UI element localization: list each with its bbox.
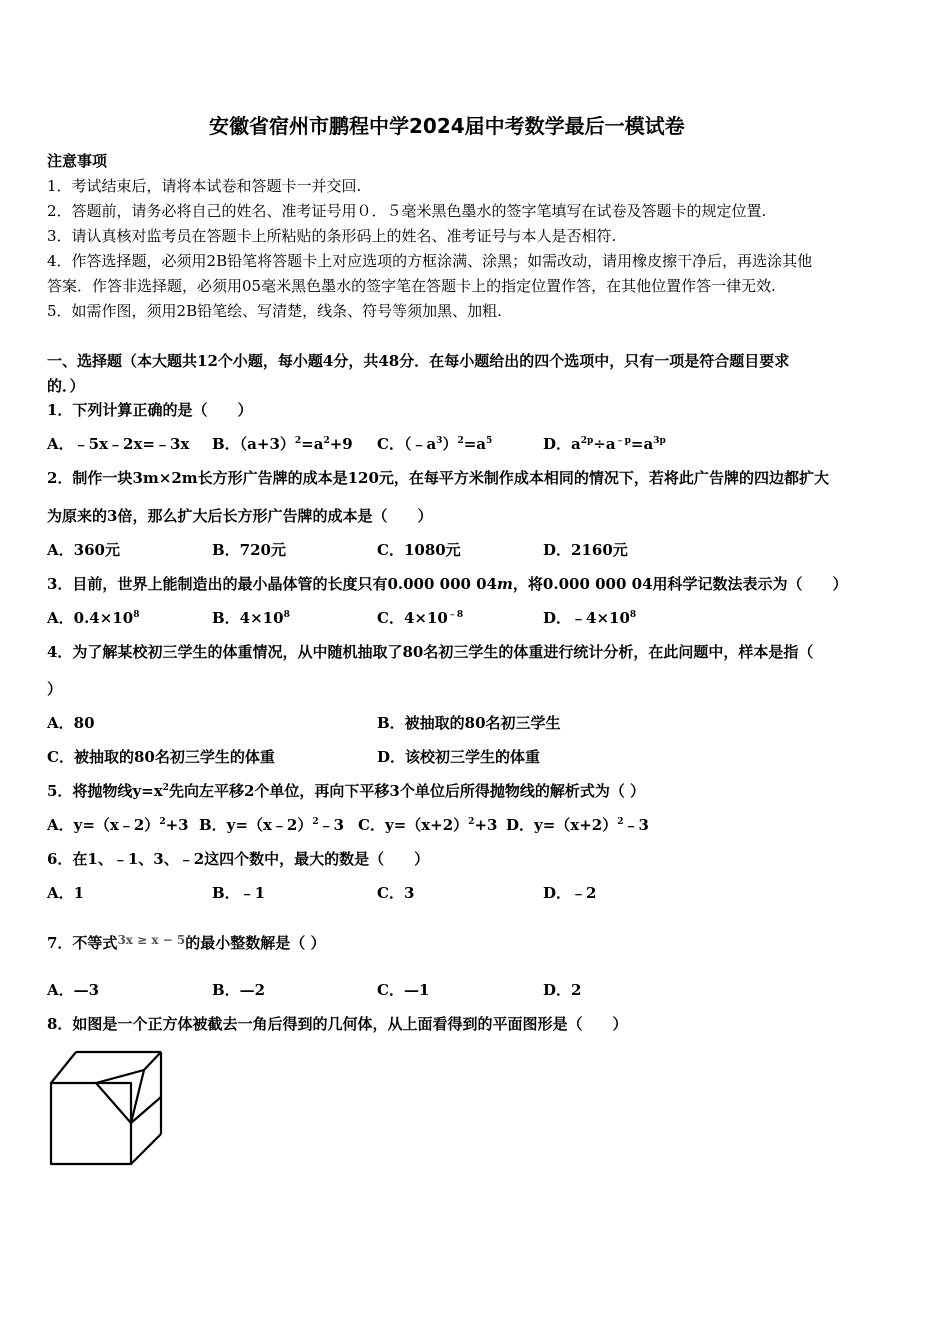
page-title: 安徽省宿州市鹏程中学2024届中考数学最后一模试卷 xyxy=(209,114,685,138)
notice-item-3: 3．请认真核对监考员在答题卡上所粘贴的条形码上的姓名、准考证号与本人是否相符. xyxy=(47,227,617,245)
q3-option-a: A．$0.4\times 10^8$ xyxy=(47,609,140,627)
q7-option-a: A．—3 xyxy=(47,981,100,999)
q4-option-a: A．80 xyxy=(47,714,95,732)
notice-item-4: 4．作答选择题，必须用2B铅笔将答题卡上对应选项的方框涂满、涂黑；如需改动，请用橡皮擦干净后，再选涂其他 xyxy=(47,252,813,270)
q7-option-b: B．—2 xyxy=(212,981,266,999)
q7-stem: 7．不等式$^{3x \ge x - 5}$的最小整数解是（ ） xyxy=(47,933,326,952)
section-heading-cont: 的．） xyxy=(47,377,85,395)
notice-item-4-cont: 答案．作答非选择题，必须用05毫米黑色墨水的签字笔在答题卡上的指定位置作答，在其他位置作答一律无效. xyxy=(47,277,776,295)
q4-stem-cont: ） xyxy=(47,680,63,698)
q2-option-b: B．720元 xyxy=(212,541,286,559)
q1-option-d: D．$a^{2p}\div a^{﹣p}=a^{3p}$ xyxy=(543,435,666,453)
q2-option-a: A．360元 xyxy=(47,541,120,559)
q5-option-b: B．y=（x﹣2）$^2$﹣3 xyxy=(199,816,345,834)
q6-option-d: D．﹣2 xyxy=(543,884,597,902)
q1-option-a: A．﹣5x﹣2x=﹣3x xyxy=(47,435,190,453)
q1-stem: 1．下列计算正确的是（ ） xyxy=(47,401,253,419)
q8-figure-cube xyxy=(46,1047,166,1167)
q5-stem: 5．将抛物线$y=x^2$先向左平移2个单位，再向下平移3个单位后所得抛物线的解析式为（ ） xyxy=(47,782,646,800)
q3-option-d: D．$﹣4\times 10^8$ xyxy=(543,609,637,627)
q3-option-b: B．$4\times 10^8$ xyxy=(212,609,290,627)
q2-option-c: C．1080元 xyxy=(377,541,461,559)
q5-option-c: C．$y=(x+2)^2+3$ xyxy=(358,816,498,834)
q4-stem: 4．为了解某校初三学生的体重情况，从中随机抽取了80名初三学生的体重进行统计分析，在此问题中，样本是指（ xyxy=(47,643,814,661)
q3-option-c: C．$4\times 10^{﹣8}$ xyxy=(377,609,464,627)
cut-triangle xyxy=(96,1070,144,1123)
q4-option-d: D．该校初三学生的体重 xyxy=(377,748,541,766)
q8-stem: 8．如图是一个正方体被截去一角后得到的几何体，从上面看得到的平面图形是（ ） xyxy=(47,1015,628,1033)
cut-edge-top xyxy=(144,1052,161,1070)
q5-option-d: D．$y=(x+2)^2﹣3$ xyxy=(506,816,649,834)
q1-option-b: B．$(a+3)^2=a^2+9$ xyxy=(212,435,353,453)
q6-option-a: A．1 xyxy=(47,884,85,902)
notice-item-1: 1．考试结束后，请将本试卷和答题卡一并交回. xyxy=(47,177,362,195)
q7-option-d: D．2 xyxy=(543,981,582,999)
q6-option-b: B．﹣1 xyxy=(212,884,266,902)
q2-stem-cont: 为原来的3倍，那么扩大后长方形广告牌的成本是（ ） xyxy=(47,507,433,525)
cube-right-bottom-edge xyxy=(131,1134,161,1164)
notice-item-2: 2．答题前，请务必将自己的姓名、准考证号用０．５毫米黑色墨水的签字笔填写在试卷及答题卡的规定位置. xyxy=(47,202,767,220)
q5-option-a: A．y=（x﹣2）$^2$+3 xyxy=(47,816,189,834)
cube-top-left-edge xyxy=(51,1052,76,1083)
section-heading: 一、选择题（本大题共12个小题，每小题4分，共48分．在每小题给出的四个选项中，只有一项是符合题目要求 xyxy=(47,352,790,370)
q6-option-c: C．3 xyxy=(377,884,415,902)
q7-option-c: C．—1 xyxy=(377,981,430,999)
q2-option-d: D．2160元 xyxy=(543,541,628,559)
q2-stem: 2．制作一块3m×2m长方形广告牌的成本是120元，在每平方米制作成本相同的情况下，若将此广告牌的四边都扩大 xyxy=(47,469,829,487)
notice-heading: 注意事项 xyxy=(47,152,108,170)
q7-inequality: 3x ≥ x − 5 xyxy=(117,933,186,947)
q4-option-c: C．被抽取的80名初三学生的体重 xyxy=(47,748,275,766)
notice-item-5: 5．如需作图，须用2B铅笔绘、写清楚，线条、符号等须加黑、加粗. xyxy=(47,302,502,320)
cube-front-face xyxy=(51,1083,131,1164)
q3-stem: 3．目前，世界上能制造出的最小晶体管的长度只有0.000 000 04m，将0.000 000 04用科学记数法表示为（ ） xyxy=(47,575,848,593)
q6-stem: 6．在1、﹣1、3、﹣2这四个数中，最大的数是（ ） xyxy=(47,850,430,868)
q4-option-b: B．被抽取的80名初三学生 xyxy=(377,714,561,732)
q1-option-c: C．$(﹣a^3)^2=a^5$ xyxy=(377,435,493,453)
